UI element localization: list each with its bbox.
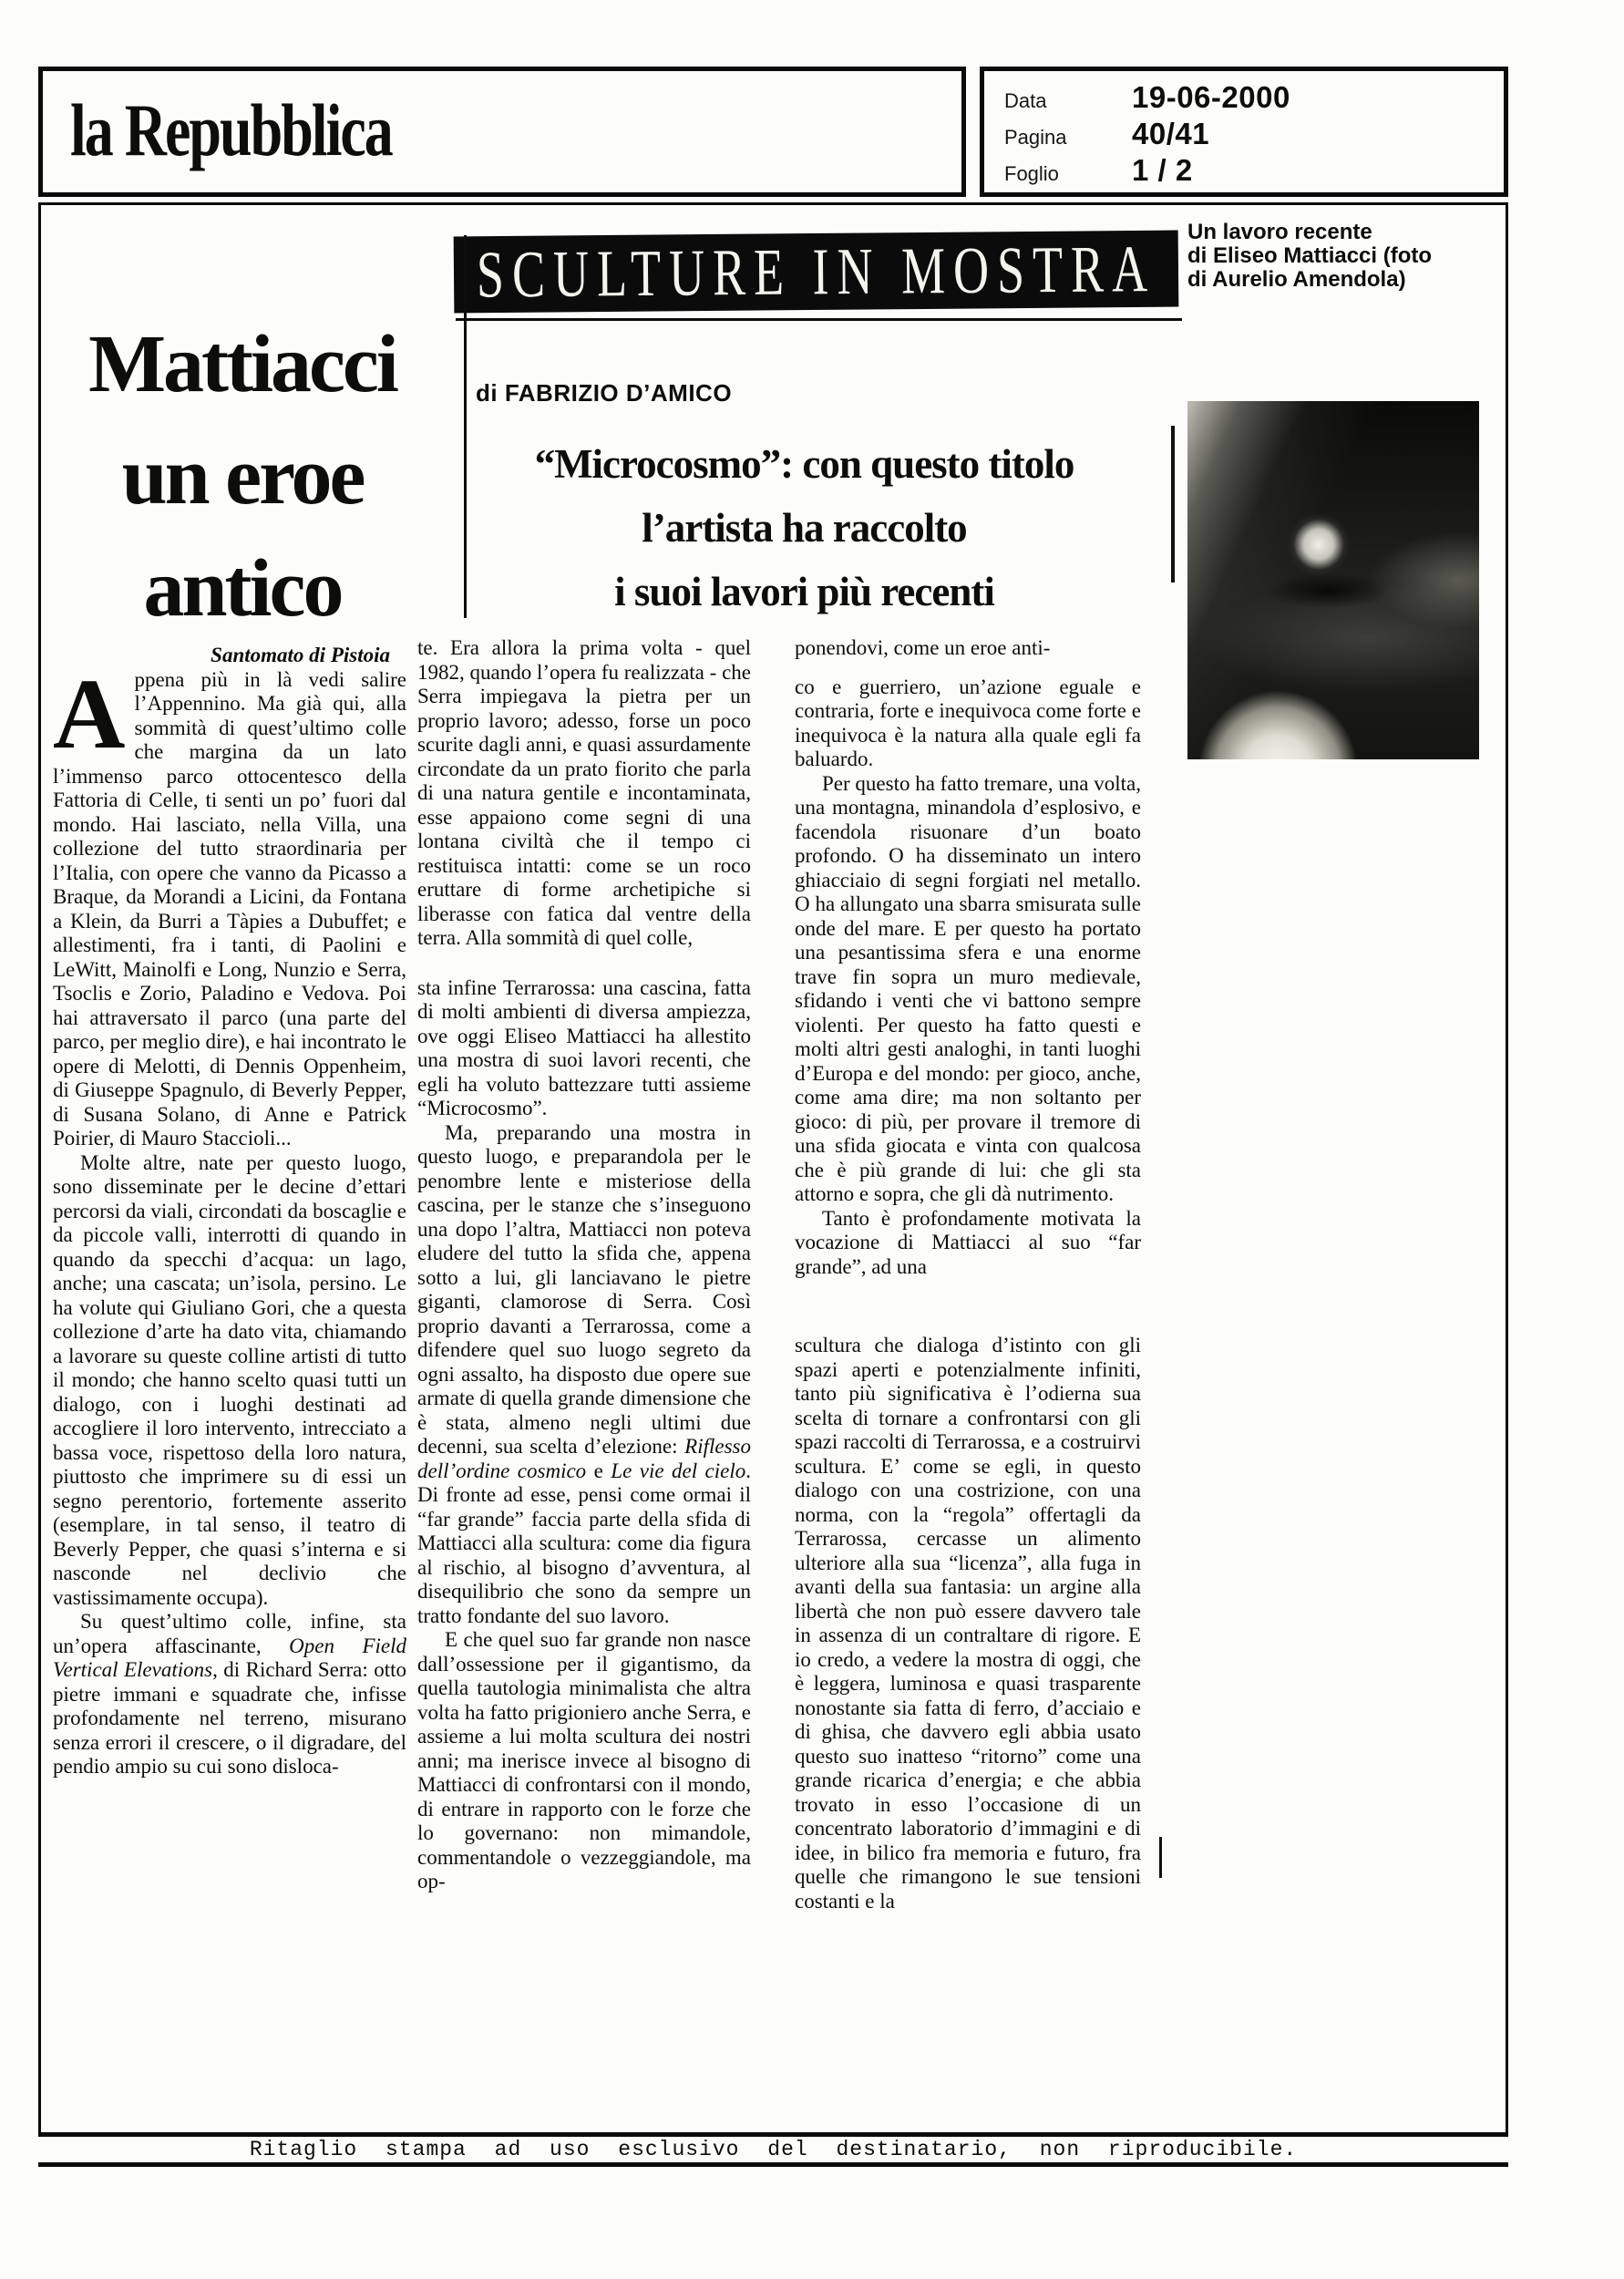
headline-divider-rule	[464, 235, 467, 618]
text-run: Open Field Vertical Elevations	[53, 1634, 406, 1681]
headline-line: Mattiacci	[88, 319, 396, 409]
photo-side-mark	[1171, 426, 1175, 583]
section-banner	[454, 231, 1179, 314]
paragraph	[795, 772, 1141, 1207]
photo-caption-line: di Eliseo Mattiacci (foto	[1187, 243, 1433, 268]
meta-value-pagina: 40/41	[1132, 117, 1210, 150]
paragraph	[53, 657, 406, 1151]
paragraph	[795, 675, 1141, 772]
paragraph	[417, 636, 751, 951]
text-run: scultura che dialoga d’istinto con gli spazi aperti e potenzialmente infiniti, tanto più significativa è l’odierna sua scelta di tornare a confrontarsi con gli spazi raccolti di Terrarossa, e a costruirvi scultura. E’ come se egli, in questo dialogo con una costrizione, con una norma, con la “regola” offertagli da Terrarossa, cercasse un alimento ulteriore alla sua “licenza”, alla fuga in avanti della sua fantasia: un argine alla libertà che non può essere davvero tale in assenza di un contraltare di rigore. E io credo, a vedere la mostra di oggi, che è leggera, luminosa e quasi trasparente nonostante sia fatta di ferro, d’acciaio e di ghisa, che davvero egli abbia usato questo suo inatteso “ritorno” come una grande ricarica d’energia; e che abbia trovato in esso l’occasione di un concentrato laboratorio d’immagini e di idee, in bilico fra memoria e futuro, fra quelle che rimangono le sue tensioni costanti e la	[795, 1334, 1141, 1913]
la-repubblica-logo: la Repubblica	[70, 88, 392, 172]
text-run: e	[586, 1459, 612, 1482]
text-run: ppena più in là vedi salire l’Appennino. Ma già qui, alla sommità di quest’ultimo colle che margina da un lato l’immenso parco ottocentesco della Fattoria di Celle, ti senti un po’ fuori dal mondo. Hai lasciato, nella Villa, una collezione del tutto straordinaria per l’Italia, con opere che vanno da Picasso a Braque, da Morandi a Licini, da Fontana a Klein, da Burri a Tàpies a Dubuffet; e allestimenti, fra i tanti, di Paolini e LeWitt, Mainolfi e Long, Nunzio e Serra, Tsoclis e Zorio, Paladino e Vedova. Poi hai attraversato il parco (una parte del parco, per meglio dire), e hai incontrato le opere di Melotti, di Dennis Oppenheim, di Giuseppe Spagnulo, di Beverly Pepper, di Susana Solano, di Anne e Patrick Poirier, di Mauro Staccioli...	[53, 667, 406, 1150]
meta-value-date: 19-06-2000	[1132, 80, 1290, 114]
byline: di FABRIZIO D’AMICO	[476, 379, 733, 407]
headline-line: un eroe	[121, 431, 364, 521]
footer-strip	[38, 2132, 1508, 2167]
paragraph	[795, 636, 1141, 661]
text-run: te. Era allora la prima volta - quel 1982, quando l’opera fu realizzata - che Serra impiegava la pietra per un proprio lavoro; adesso, forse un poco scurite dagli anni, e quasi assurdamente circondate da un prato fiorito che parla di una natura gentile e incontaminata, esse appaiono come segni di una lontana civiltà che il tempo ci restituisca intatti: come se un roco eruttare di forme archetipiche si liberasse con fatica dal ventre della terra. Alla sommità di quel colle,	[417, 636, 751, 949]
meta-row-foglio	[1004, 153, 1504, 190]
paragraph	[417, 976, 751, 1121]
paragraph	[53, 1610, 406, 1779]
meta-value-foglio: 1 / 2	[1132, 153, 1193, 187]
text-run: , di Richard Serra: otto pietre immani e squadrate che, infisse profondamente nel terreno, misurano senza errori il crescere, o il digradare, del pendio ampio su cui sono disloca-	[53, 1658, 406, 1778]
meta-label-foglio: Foglio	[1004, 162, 1059, 185]
section-banner-label: SCULTURE IN MOSTRA	[476, 232, 1156, 312]
text-run: Molte altre, nate per questo luogo, sono disseminate per le decine d’ettari percorsi da viali, circondati da boscaglie e da piccole valli, interrotti di quando in quando da specchi d’acqua: un lago, anche; una cascata; un’isola, persino. Le ha volute qui Giuliano Gori, che a questa collezione d’arte ha dato vita, chiamando a lavorare su queste colline artisti di tutto il mondo; che hanno scelto quasi tutti un dialogo, con i luoghi destinati ad accogliere il loro intervento, intrecciato a bassa voce, rispettoso della loro natura, piuttosto che imprimere su di essi un segno perentorio, fortemente asserito (esemplare, in tal senso, il teatro di Beverly Pepper, che quasi s’interna e si nasconde nel declivio che vastissimamente occupa).	[53, 1150, 406, 1609]
headline-line: antico	[143, 543, 342, 634]
text-run: co e guerriero, un’azione eguale e contraria, forte e inequivoca come forte e inequivoca è la natura alla quale egli fa baluardo.	[795, 675, 1141, 770]
paragraph	[795, 1207, 1141, 1280]
meta-label-data: Data	[1004, 89, 1047, 112]
text-run: Riflesso dell’ordine cosmico	[417, 1435, 751, 1482]
meta-row-pagina	[1004, 117, 1504, 153]
photo-caption-line: di Aurelio Amendola)	[1187, 267, 1406, 292]
press-meta-box	[980, 67, 1508, 197]
text-run: Santomato di Pistoia	[211, 644, 390, 666]
article-column-2	[417, 636, 751, 2111]
text-run: Per questo ha fatto tremare, una volta, una montagna, minandola d’esplosivo, e facendola risuonare d’un boato profondo. O ha disseminato un intero ghiacciaio di segni forgiati nel metallo. O ha allungato una sbarra smisurata sulle onde del mare. E per questo ha portato una pesantissima sfera e una enorme trave fin sopra un muro medievale, sfidando i venti che vi battono sempre violenti. Per questo ha fatto questi e molti altri gesti analoghi, in tanti luoghi d’Europa e del mondo: per gioco, anche, come ama dire; ma non soltanto per gioco: di più, per provare il tremore di una sfida giocata e vinta con qualcosa che è più grande di lui: che gli sta attorno e sopra, che gli dà nutrimento.	[795, 771, 1141, 1205]
subhead-line: “Microcosmo”: con questo titolo	[534, 441, 1074, 487]
text-run: Le vie del cielo	[611, 1459, 746, 1482]
masthead-box	[38, 67, 966, 197]
meta-row-data	[1004, 80, 1504, 117]
footer-notice: Ritaglio stampa ad uso esclusivo del destinatario, non riproducibile.	[249, 2138, 1298, 2161]
paragraph	[417, 1628, 751, 1894]
subhead	[510, 432, 1098, 624]
text-run: Tanto è profondamente motivata la vocazione di Mattiacci al suo “far grande”, ad una	[795, 1206, 1141, 1278]
text-run: Ma, preparando una mostra in questo luogo, e preparandola per le penombre lente e misteriose della cascina, per le stanze che s’inseguono una dopo l’altra, Mattiacci non poteva eludere del tutto la sfida che, appena sotto a lui, gli lanciavano le pietre giganti, clamorose di Serra. Così proprio davanti a Terrarossa, come a difendere quel suo luogo segreto da ogni assalto, ha disposto due opere sue armate di quella grande dimensione che è stata, almeno negli ultimi due decenni, sua scelta d’elezione:	[417, 1120, 751, 1458]
paragraph	[53, 1151, 406, 1611]
paragraph	[795, 1334, 1141, 1913]
drop-cap: A	[53, 657, 126, 769]
subhead-line: i suoi lavori più recenti	[614, 569, 994, 614]
article-column-1	[53, 644, 406, 2107]
text-run: E che quel suo far grande non nasce dall’ossessione per il gigantismo, da quella tautologia minimalista che altra volta ha fatto prigioniero anche Serra, e assieme a lui molta scultura dei nostri anni; ma inerisce invece al bisogno di Mattiacci di confrontarsi con il mondo, di entrare in rapporto con le forze che lo governano: non mimandole, commentandole o vezzeggiandole, ma op-	[417, 1628, 751, 1892]
banner-underline-rule	[456, 318, 1182, 321]
article-column-3	[795, 636, 1141, 2113]
meta-label-pagina: Pagina	[1004, 126, 1067, 149]
text-run: sta infine Terrarossa: una cascina, fatta di molti ambienti di diversa ampiezza, ove oggi Eliseo Mattiacci ha allestito una mostra di suoi lavori recenti, che egli ha voluto battezzare tutti assieme “Microcosmo”.	[417, 975, 751, 1119]
headline	[46, 308, 439, 645]
paragraph	[417, 1121, 751, 1629]
text-run: . Di fronte ad esse, pensi come ormai il “far grande” faccia parte della sfida di Mattiacci alla scultura: come dia figura al rischio, al bisogno d’avventura, al disequilibrio che sono da sempre un tratto fondante del suo lavoro.	[417, 1459, 751, 1627]
text-run: Su quest’ultimo colle, infine, sta un’opera affascinante,	[53, 1610, 406, 1657]
photo-caption-line: Un lavoro recente	[1187, 220, 1372, 244]
subhead-line: l’artista ha raccolto	[642, 505, 967, 551]
text-run: ponendovi, come un eroe anti-	[795, 636, 1051, 659]
photo-caption	[1187, 221, 1461, 292]
margin-tick-mark	[1159, 1837, 1162, 1878]
sculpture-photo	[1187, 401, 1479, 759]
